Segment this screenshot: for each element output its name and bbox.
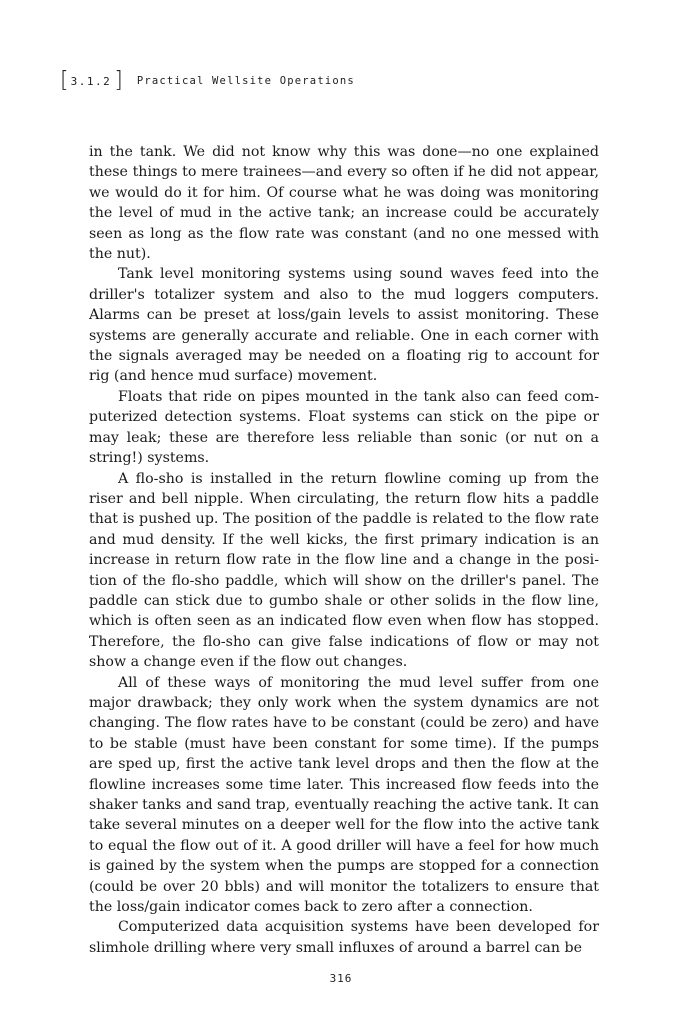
paragraph-continued: in the tank. We did not know why this was done—no one explained these things to mere trainees—and every so often if he did not appear, we would do it for him. Of course what he was doing was monitoring the level of mud in the active tank; an increase could be accurately seen as long as the flow rate was constant (and no one messed with the nut). — [89, 144, 599, 263]
running-title: Practical Wellsite Operations — [136, 75, 355, 87]
paragraph-flo-sho: A flo-sho is installed in the return flowline coming up from the riser and bell nipple. When circulating, the return flow hits a paddle that is pushed up. The position of the paddle is related to the flow rate and mud density. If the well kicks, the first primary indication is an increase in return flow rate in the flow line and a change in the position of the flo-sho paddle, which will show on the driller's panel. The paddle can stick due to gumbo shale or other solids in the flow line, which is often seen as an indicated flow even when flow has stopped. Therefore, the flo-sho can give false indications of flow or may not show a change even if the flow out changes. — [89, 470, 599, 671]
page-number: 316 — [329, 972, 353, 985]
running-header — [60, 68, 355, 94]
header-bracket-close: ] — [114, 68, 123, 93]
header-bracket-open: [ — [60, 68, 69, 93]
paragraph-drawback: All of these ways of monitoring the mud level suffer from one major drawback; they only work when the system dynamics are not changing. The flow rates have to be constant (could be zero) and have to be stable (must have been constant for some time). If the pumps are sped up, first the active tank level drops and then the flow at the flowline increases some time later. This increased flow feeds into the shaker tanks and sand trap, eventually reaching the active tank. It can take several minutes on a deeper well for the flow into the active tank to equal the flow out of it. A good driller will have a feel for how much is gained by the system when the pumps are stopped for a connection (could be over 20 bbls) and will monitor the totalizers to ensure that the loss/gain indicator comes back to zero after a connection. — [89, 674, 599, 916]
paragraph-computerized-systems: Computerized data acquisition systems have been developed for slimhole drilling where very small influxes of around a barrel can be — [89, 919, 599, 956]
section-number: 3.1.2 — [70, 74, 112, 88]
body-text — [89, 142, 599, 958]
paragraph-tank-level-monitoring: Tank level monitoring systems using sound waves feed into the driller's totalizer system and also to the mud loggers computers. Alarms can be preset at loss/gain levels to assist monitoring. These systems are generally accurate and reliable. One in each corner with the signals averaged may be needed on a floating rig to account for rig (and hence mud surface) movement. — [89, 266, 599, 385]
paragraph-floats: Floats that ride on pipes mounted in the tank also can feed computerized detection systems. Float systems can stick on the pipe or may leak; these are therefore less reliable than sonic (or nut on a string!) systems. — [89, 388, 599, 467]
